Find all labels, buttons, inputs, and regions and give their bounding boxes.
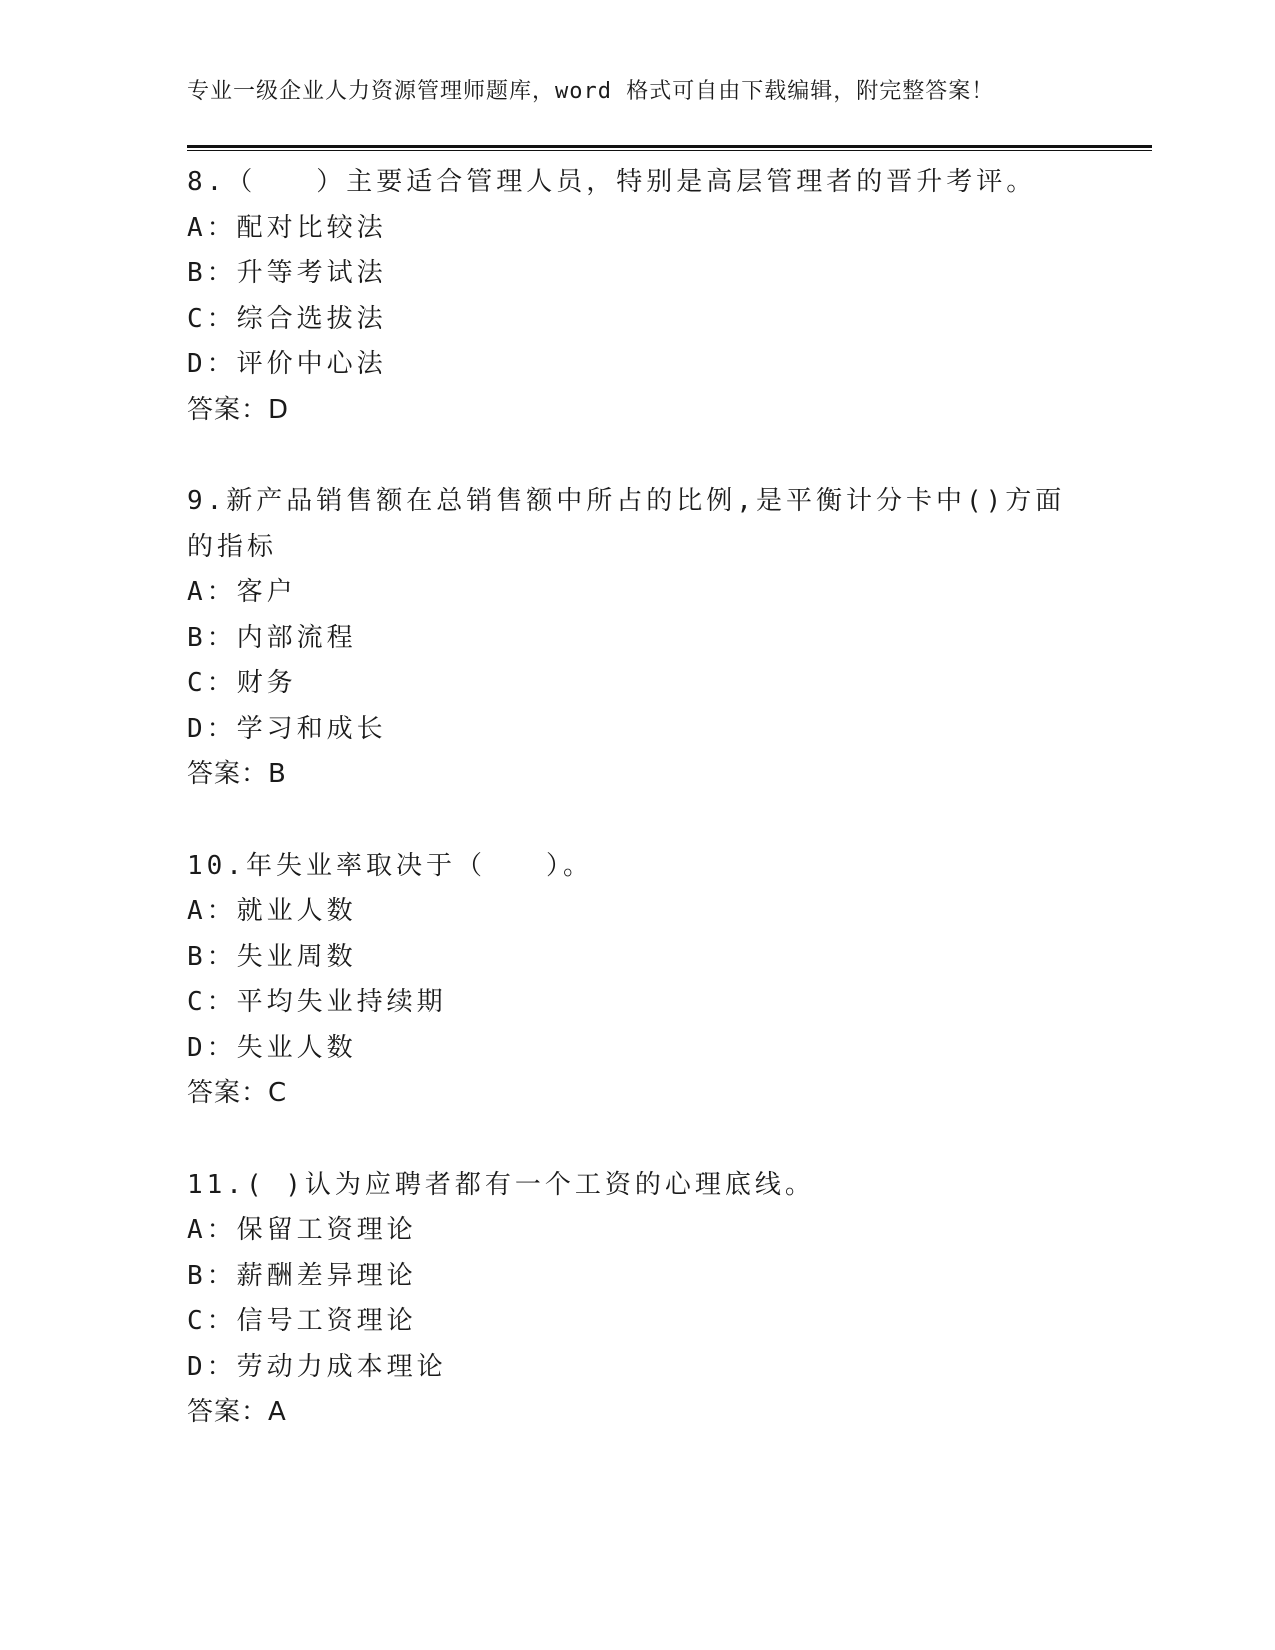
option-b: B：内部流程 xyxy=(187,622,357,653)
option-c: C：平均失业持续期 xyxy=(187,987,447,1017)
question-10 xyxy=(187,844,1087,1117)
question-stem: 10.年失业率取决于（ ）。 xyxy=(187,850,593,881)
question-stem: 9.新产品销售额在总销售额中所占的比例,是平衡计分卡中()方面的指标 xyxy=(187,486,1066,562)
question-list xyxy=(187,160,1087,1482)
option-d: D：劳动力成本理论 xyxy=(187,1351,447,1382)
question-8 xyxy=(187,160,1087,433)
option-c: C：信号工资理论 xyxy=(187,1306,417,1336)
option-a: A：保留工资理论 xyxy=(187,1215,417,1245)
option-a: A：客户 xyxy=(187,577,297,607)
option-d: D：评价中心法 xyxy=(187,349,387,379)
option-a: A：就业人数 xyxy=(187,896,357,926)
option-a: A：配对比较法 xyxy=(187,212,387,243)
option-b: B：失业周数 xyxy=(187,941,357,972)
answer: 答案：B xyxy=(187,759,287,789)
option-c: C：综合选拔法 xyxy=(187,303,387,334)
option-b: B：薪酬差异理论 xyxy=(187,1260,417,1291)
header-rule-thick xyxy=(187,145,1152,148)
option-c: C：财务 xyxy=(187,668,297,698)
option-d: D：学习和成长 xyxy=(187,713,387,744)
question-stem: 8.（ ）主要适合管理人员，特别是高层管理者的晋升考评。 xyxy=(187,167,1037,197)
question-11 xyxy=(187,1163,1087,1436)
question-stem: 11.( )认为应聘者都有一个工资的心理底线。 xyxy=(187,1169,815,1200)
answer: 答案：C xyxy=(187,1078,288,1108)
option-d: D：失业人数 xyxy=(187,1032,357,1063)
answer: 答案：A xyxy=(187,1397,287,1427)
document-header: 专业一级企业人力资源管理师题库，word 格式可自由下载编辑，附完整答案！ xyxy=(187,79,995,104)
header-rule-thin xyxy=(187,150,1152,151)
option-b: B：升等考试法 xyxy=(187,258,387,288)
answer: 答案：D xyxy=(187,394,290,425)
question-9 xyxy=(187,479,1087,798)
